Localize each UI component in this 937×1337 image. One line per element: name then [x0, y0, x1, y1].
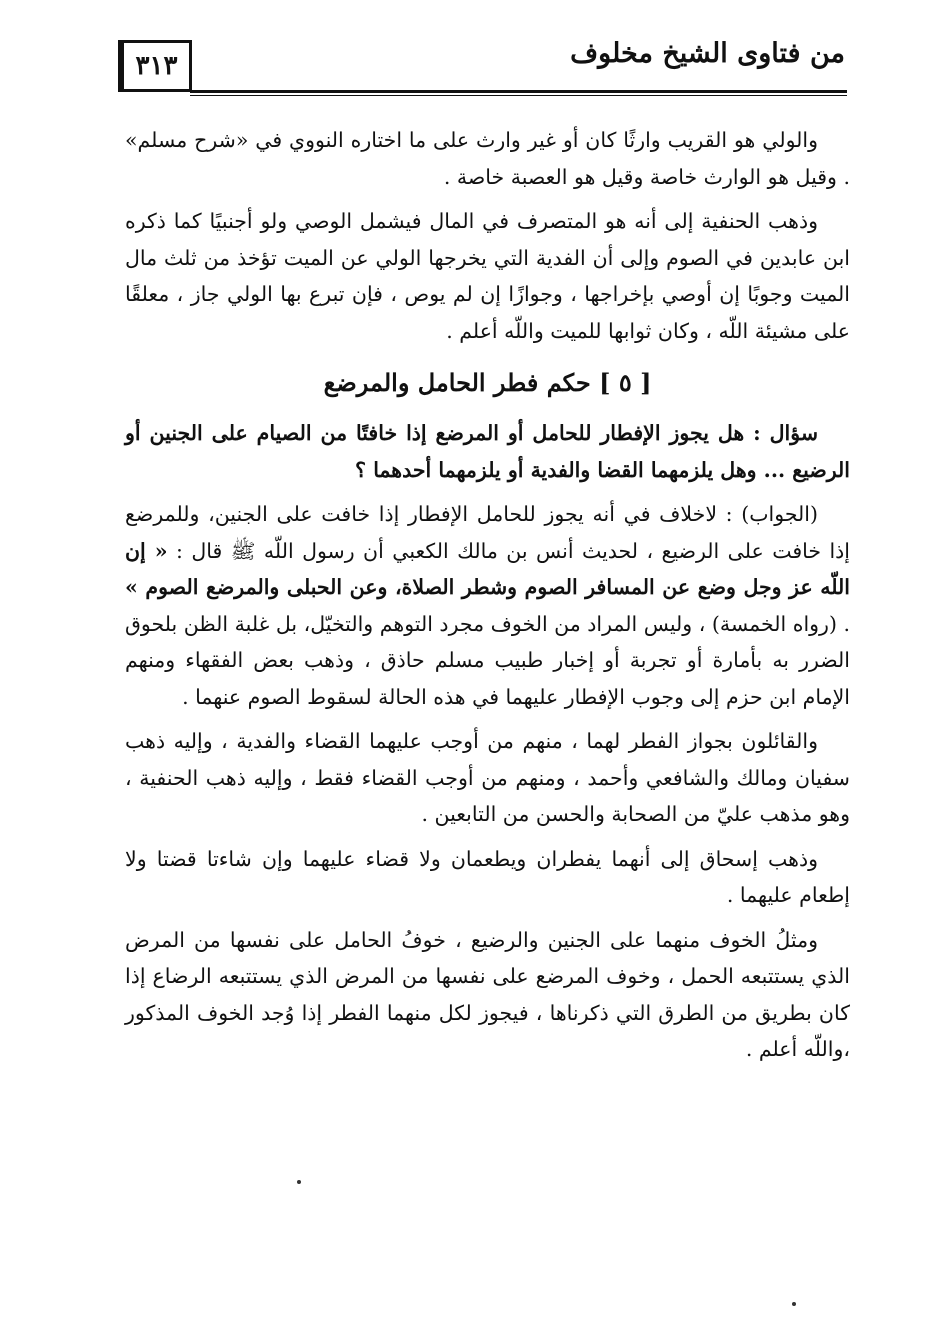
paragraph-self-fear: ومثلُ الخوف منهما على الجنين والرضيع ، خوفُ الحامل على نفسها من المرض الذي يستتبعه الحمل ، وخوف المرضع على نفسها من المرض الذي يستتبعه الرضاع إذا كان بطريق من الطرق التي ذكرناها ، فيجوز لكل منهما الفطر إذا وُجد الخوف المذكور ،واللّه أعلم . — [125, 927, 850, 1061]
stray-ink-dot — [792, 1302, 796, 1306]
answer-paragraph — [125, 496, 850, 715]
paragraph-wali-definition: والولي هو القريب وارثًا كان أو غير وارث على ما اختاره النووي في «شرح مسلم» . وقيل هو الوارث خاصة وقيل هو العصبة خاصة . — [125, 128, 850, 189]
paragraph-opinions: والقائلون بجواز الفطر لهما ، منهم من أوجب عليهما القضاء والفدية ، وإليه ذهب سفيان ومالك والشافعي وأحمد ، ومنهم من أوجب القضاء فقط ، وإليه ذهب الحنفية ، وهو مذهب عليّ من الصحابة والحسن من التابعين . — [125, 729, 850, 826]
answer-continuation: . (رواه الخمسة) ، وليس المراد من الخوف مجرد التوهم والتخيّل، بل غلبة الظن بلحوق الضرر به بأمارة أو تجربة أو إخبار طبيب مسلم حاذق ، وذهب بعض الفقهاء ومنهم الإمام ابن حزم إلى وجوب الإفطار عليهما في هذه الحالة لسقوط الصوم عنهما . — [125, 611, 850, 709]
paragraph-hanafi-view: وذهب الحنفية إلى أنه هو المتصرف في المال فيشمل الوصي ولو أجنبيًا كما ذكره ابن عابدين في الصوم وإلى أن الفدية التي يخرجها الولي عن الميت تؤخذ من ثلث مال الميت وجوبًا إن أوصي بإخراجها ، وجوازًا إن لم يوص ، فإن تبرع بها الولي جاز ، معلقًا على مشيئة اللّه ، وكان ثوابها للميت واللّه أعلم . — [125, 209, 850, 343]
page-header — [0, 0, 937, 110]
page-body — [125, 122, 850, 1068]
section-heading: [ ٥ ] حكم فطر الحامل والمرضع — [323, 368, 652, 397]
paragraph-ishaq-view: وذهب إسحاق إلى أنهما يفطران ويطعمان ولا قضاء عليهما وإن شاءتا قضتا ولا إطعام عليهما . — [125, 846, 850, 907]
hadith-quote: « إن اللّه عز وجل وضع عن المسافر الصوم وشطر الصلاة، وعن الحبلى والمرضع الصوم » — [125, 538, 850, 599]
question-paragraph: سؤال : هل يجوز الإفطار للحامل أو المرضع إذا خافتًا من الصيام على الجنين أو الرضيع ... وهل يلزمهما القضا والفدية أو يلزمهما أحدهما ؟ — [125, 421, 850, 482]
header-rule — [190, 90, 847, 96]
answer-intro: (الجواب) : لاخلاف في أنه يجوز للحامل الإفطار إذا خافت على الجنين، وللمرضع إذا خافت على الرضيع ، لحديث أنس بن مالك الكعبي أن رسول اللّه ﷺ قال : — [125, 502, 850, 563]
stray-ink-dot — [297, 1180, 301, 1184]
running-title: من فتاوى الشيخ مخلوف — [570, 38, 845, 69]
page-number: ٣١٣ — [118, 40, 192, 92]
